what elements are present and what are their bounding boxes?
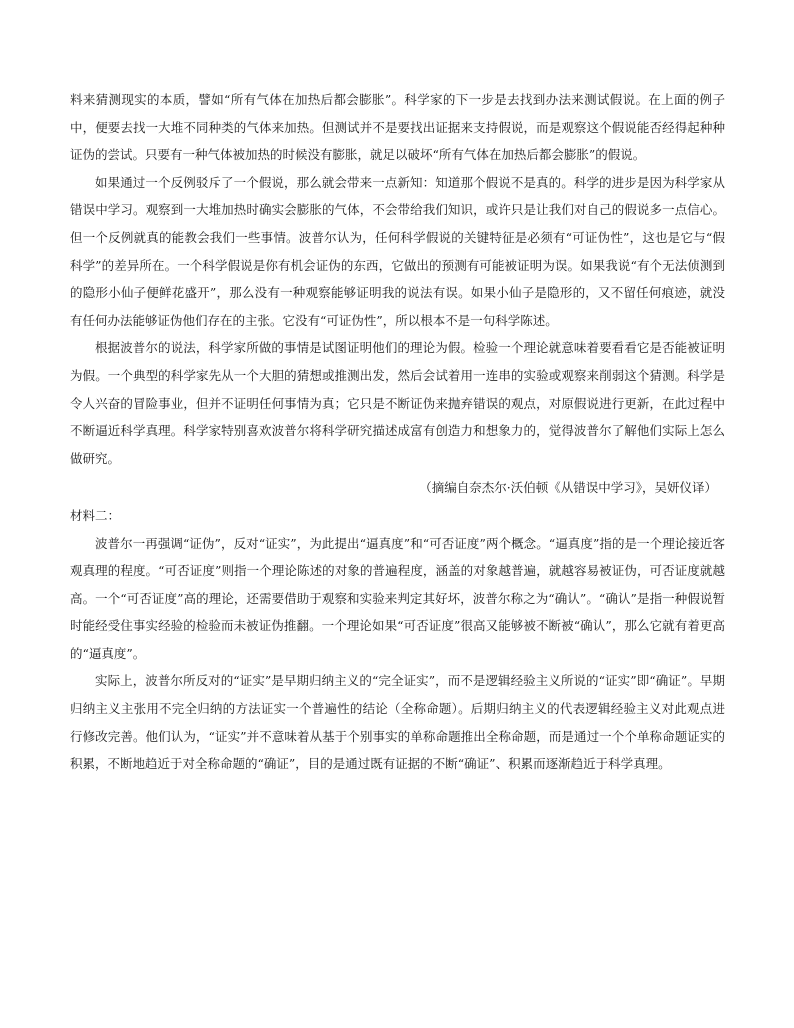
paragraph-4: 波普尔一再强调“证伪”，反对“证实”，为此提出“逼真度”和“可否证度”两个概念。“逼真度”指的是一个理论接近客观真理的程度。“可否证度”则指一个理论陈述的对象的普遍程度，涵盖的对象越普遍，就越容易被证伪，可否证度就越高。一个“可否证度”高的理论，还需要借助于观察和实验来判定其好坏，波普尔称之为“确认”。“确认”是指一种假说暂时能经受住事实经验的检验而未被证伪推翻。一个理论如果“可否证度”很高又能够被不断被“确认”，那么它就有着更高的“逼真度”。	[70, 535, 725, 661]
paragraph-5: 实际上，波普尔所反对的“证实”是早期归纳主义的“完全证实”，而不是逻辑经验主义所说的“证实”即“确证”。早期归纳主义主张用不完全归纳的方法证实一个普遍性的结论（全称命题）。后期归纳主义的代表逻辑经验主义对此观点进行修改完善。他们认为，“证实”并不意味着从基于个别事实的单称命题推出全称命题，而是通过一个个单称命题证实的积累，不断地趋近于对全称命题的“确证”，目的是通过既有证据的不断“确证”、积累而逐渐趋近于科学真理。	[70, 673, 725, 772]
paragraph-1: 料来猜测现实的本质，譬如“所有气体在加热后都会膨胀”。科学家的下一步是去找到办法来测试假说。在上面的例子中，便要去找一大堆不同种类的气体来加热。但测试并不是要找出证据来支持假说，而是观察这个假说能否经得起种种证伪的尝试。只要有一种气体被加热的时候没有膨胀，就足以破坏“所有气体在加热后都会膨胀”的假说。	[70, 92, 725, 163]
paragraph-2: 如果通过一个反例驳斥了一个假说，那么就会带来一点新知：知道那个假说不是真的。科学的进步是因为科学家从错误中学习。观察到一大堆加热时确实会膨胀的气体，不会带给我们知识，或许只是让我们对自己的假说多一点信心。但一个反例就真的能教会我们一些事情。波普尔认为，任何科学假说的关键特征是必须有“可证伪性”，这也是它与“假科学”的差异所在。一个科学假说是你有机会证伪的东西，它做出的预测有可能被证明为误。如果我说“有个无法侦测到的隐形小仙子便鲜花盛开”，那么没有一种观察能够证明我的说法有误。如果小仙子是隐形的，又不留任何痕迹，就没有任何办法能够证伪他们存在的主张。它没有“可证伪性”，所以根本不是一句科学陈述。	[70, 174, 725, 328]
paragraph-3: 根据波普尔的说法，科学家所做的事情是试图证明他们的理论为假。检验一个理论就意味着要看看它是否能被证明为假。一个典型的科学家先从一个大胆的猜想或推测出发，然后会试着用一连串的实验或观察来削弱这个猜测。科学是令人兴奋的冒险事业，但并不证明任何事情为真；它只是不断证伪来抛弃错误的观点，对原假说进行更新，在此过程中不断逼近科学真理。科学家特别喜欢波普尔将科学研究描述成富有创造力和想象力的，觉得波普尔了解他们实际上怎么做研究。	[70, 340, 725, 466]
source-citation: （摘编自奈杰尔·沃伯顿《从错误中学习》，吴妍仪译）	[419, 480, 717, 496]
document-body	[70, 86, 725, 778]
section-heading-material-two: 材料二：	[70, 507, 121, 523]
